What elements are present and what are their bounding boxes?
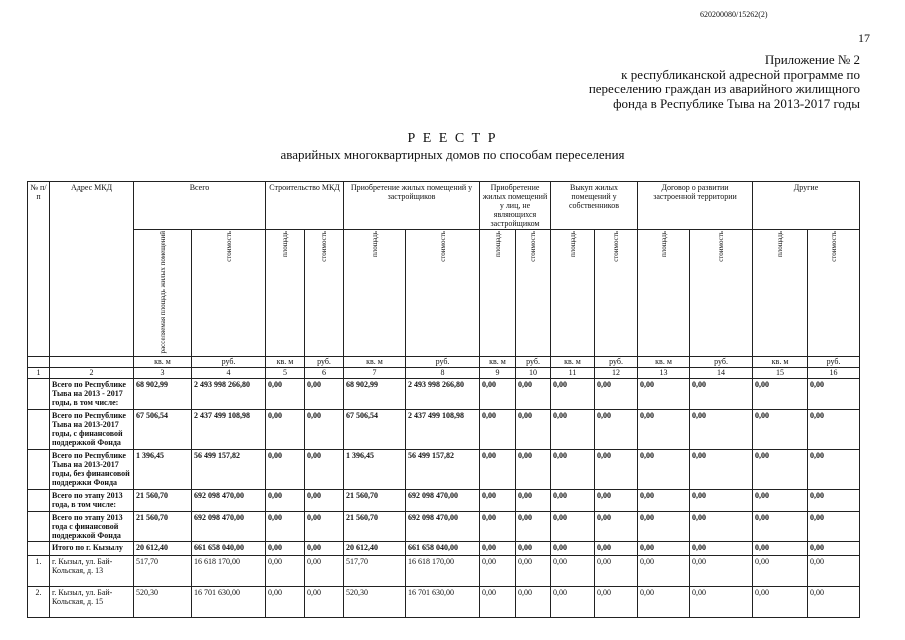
subheader-cost: стоимость — [612, 231, 621, 262]
value-cell: 520,30 — [134, 587, 192, 618]
value-cell: 0,00 — [480, 542, 516, 556]
value-cell: 0,00 — [480, 556, 516, 587]
subheader-cost: стоимость — [829, 231, 838, 262]
row-address: Всего по Республике Тыва на 2013 - 2017 годы, в том числе: — [50, 379, 134, 410]
column-number: 6 — [305, 368, 344, 379]
header-purchase-dev: Приобретение жилых помещений у застройщиков — [344, 182, 480, 230]
unit-cell: руб. — [595, 357, 638, 368]
row-address: Всего по Республике Тыва на 2013-2017 годы, без финансовой поддержки Фонда — [50, 450, 134, 490]
header-num: № п/п — [28, 182, 50, 357]
unit-cell: кв. м — [753, 357, 808, 368]
value-cell: 0,00 — [595, 542, 638, 556]
unit-cell: кв. м — [266, 357, 305, 368]
value-cell: 0,00 — [753, 587, 808, 618]
value-cell: 0,00 — [638, 450, 690, 490]
value-cell: 0,00 — [551, 556, 595, 587]
value-cell: 0,00 — [690, 542, 753, 556]
header-construction: Строительство МКД — [266, 182, 344, 230]
value-cell: 0,00 — [480, 512, 516, 542]
value-cell: 0,00 — [753, 450, 808, 490]
value-cell: 21 560,70 — [134, 512, 192, 542]
value-cell: 0,00 — [638, 587, 690, 618]
value-cell: 0,00 — [595, 490, 638, 512]
value-cell: 0,00 — [266, 587, 305, 618]
value-cell: 2 493 998 266,80 — [192, 379, 266, 410]
value-cell: 0,00 — [305, 512, 344, 542]
value-cell: 0,00 — [690, 556, 753, 587]
value-cell: 0,00 — [266, 512, 305, 542]
appendix-line-2: к республиканской адресной программе по — [621, 66, 860, 82]
value-cell: 0,00 — [551, 450, 595, 490]
value-cell: 0,00 — [516, 556, 551, 587]
column-number: 3 — [134, 368, 192, 379]
value-cell: 0,00 — [551, 587, 595, 618]
appendix-block — [560, 53, 860, 111]
value-cell: 0,00 — [690, 587, 753, 618]
column-number: 4 — [192, 368, 266, 379]
value-cell: 0,00 — [808, 490, 860, 512]
value-cell: 1 396,45 — [134, 450, 192, 490]
value-cell: 0,00 — [480, 587, 516, 618]
value-cell: 0,00 — [638, 379, 690, 410]
row-number: 1. — [28, 556, 50, 587]
value-cell: 0,00 — [516, 542, 551, 556]
value-cell: 1 396,45 — [344, 450, 406, 490]
value-cell: 0,00 — [266, 490, 305, 512]
registry-table — [27, 181, 860, 618]
value-cell: 0,00 — [516, 410, 551, 450]
value-cell: 0,00 — [753, 490, 808, 512]
value-cell: 0,00 — [638, 512, 690, 542]
document-number: 620200080/15262(2) — [700, 10, 768, 19]
value-cell: 0,00 — [595, 556, 638, 587]
value-cell: 0,00 — [516, 379, 551, 410]
unit-cell: кв. м — [551, 357, 595, 368]
header-buyout: Выкуп жилых помещений у собственников — [551, 182, 638, 230]
column-number: 9 — [480, 368, 516, 379]
value-cell: 0,00 — [690, 490, 753, 512]
value-cell: 68 902,99 — [344, 379, 406, 410]
subheader-area-full: расселяемая площадь жилых помещений — [158, 231, 167, 354]
value-cell: 16 618 170,00 — [406, 556, 480, 587]
unit-cell: руб. — [516, 357, 551, 368]
subheader-cost: стоимость — [438, 231, 447, 262]
table-row — [28, 450, 860, 490]
value-cell: 16 701 630,00 — [192, 587, 266, 618]
value-cell: 0,00 — [808, 542, 860, 556]
value-cell: 0,00 — [516, 587, 551, 618]
appendix-line-1: Приложение № 2 — [764, 52, 860, 67]
value-cell: 0,00 — [266, 542, 305, 556]
subheader-cost: стоимость — [320, 231, 328, 262]
value-cell: 0,00 — [808, 512, 860, 542]
row-number — [28, 379, 50, 410]
header-other: Другие — [753, 182, 860, 230]
value-cell: 0,00 — [305, 587, 344, 618]
value-cell: 21 560,70 — [344, 490, 406, 512]
column-number: 13 — [638, 368, 690, 379]
value-cell: 2 437 499 108,98 — [406, 410, 480, 450]
value-cell: 0,00 — [551, 379, 595, 410]
value-cell: 20 612,40 — [134, 542, 192, 556]
row-address: Всего по этапу 2013 года с финансовой поддержкой Фонда — [50, 512, 134, 542]
value-cell: 0,00 — [690, 450, 753, 490]
value-cell: 0,00 — [595, 512, 638, 542]
value-cell: 0,00 — [808, 410, 860, 450]
value-cell: 67 506,54 — [134, 410, 192, 450]
value-cell: 661 658 040,00 — [406, 542, 480, 556]
subheader-cost: стоимость — [717, 231, 726, 262]
registry-title: Р Е Е С Т Р — [407, 131, 498, 146]
row-number: 2. — [28, 587, 50, 618]
column-number: 11 — [551, 368, 595, 379]
row-number — [28, 490, 50, 512]
subheader-area: площадь — [370, 231, 379, 257]
value-cell: 692 098 470,00 — [192, 512, 266, 542]
value-cell: 0,00 — [808, 379, 860, 410]
value-cell: 0,00 — [753, 410, 808, 450]
value-cell: 0,00 — [638, 410, 690, 450]
value-cell: 0,00 — [753, 542, 808, 556]
value-cell: 21 560,70 — [134, 490, 192, 512]
row-address: г. Кызыл, ул. Бай-Кольская, д. 15 — [50, 587, 134, 618]
value-cell: 0,00 — [638, 556, 690, 587]
value-cell: 661 658 040,00 — [192, 542, 266, 556]
value-cell: 0,00 — [516, 490, 551, 512]
value-cell: 0,00 — [266, 450, 305, 490]
subheader-area: площадь — [776, 231, 785, 257]
registry-subtitle: аварийных многоквартирных домов по способам переселения — [280, 147, 625, 162]
row-number — [28, 450, 50, 490]
page-number: 17 — [858, 31, 870, 45]
table-row — [28, 490, 860, 512]
unit-cell: руб. — [305, 357, 344, 368]
value-cell: 0,00 — [638, 490, 690, 512]
table-row — [28, 587, 860, 618]
value-cell: 0,00 — [595, 379, 638, 410]
value-cell: 0,00 — [516, 450, 551, 490]
value-cell: 0,00 — [480, 410, 516, 450]
value-cell: 0,00 — [690, 512, 753, 542]
value-cell: 692 098 470,00 — [406, 490, 480, 512]
subheader-cost: стоимость — [529, 231, 537, 262]
row-address: г. Кызыл, ул. Бай-Кольская, д. 13 — [50, 556, 134, 587]
column-number: 2 — [50, 368, 134, 379]
value-cell: 0,00 — [305, 379, 344, 410]
value-cell: 0,00 — [808, 556, 860, 587]
unit-cell: руб. — [690, 357, 753, 368]
table-row — [28, 556, 860, 587]
row-number — [28, 512, 50, 542]
column-number: 16 — [808, 368, 860, 379]
value-cell: 0,00 — [305, 410, 344, 450]
subheader-area: площадь — [493, 231, 502, 257]
value-cell: 692 098 470,00 — [406, 512, 480, 542]
value-cell: 0,00 — [808, 587, 860, 618]
value-cell: 20 612,40 — [344, 542, 406, 556]
row-number — [28, 410, 50, 450]
value-cell: 56 499 157,82 — [406, 450, 480, 490]
value-cell: 0,00 — [551, 490, 595, 512]
value-cell: 0,00 — [595, 450, 638, 490]
value-cell: 16 618 170,00 — [192, 556, 266, 587]
value-cell: 0,00 — [753, 512, 808, 542]
value-cell: 692 098 470,00 — [192, 490, 266, 512]
value-cell: 0,00 — [638, 542, 690, 556]
subheader-area: площадь — [659, 231, 668, 257]
column-number: 5 — [266, 368, 305, 379]
header-total: Всего — [134, 182, 266, 230]
column-number: 10 — [516, 368, 551, 379]
header-address: Адрес МКД — [50, 182, 134, 357]
value-cell: 0,00 — [266, 379, 305, 410]
value-cell: 0,00 — [690, 410, 753, 450]
column-number: 15 — [753, 368, 808, 379]
value-cell: 0,00 — [305, 542, 344, 556]
value-cell: 0,00 — [266, 410, 305, 450]
column-number: 7 — [344, 368, 406, 379]
value-cell: 2 493 998 266,80 — [406, 379, 480, 410]
header-purchase-other: Приобретение жилых помещений у лиц, не являющихся застройщиком — [480, 182, 551, 230]
unit-cell: кв. м — [480, 357, 516, 368]
value-cell: 0,00 — [595, 410, 638, 450]
value-cell: 0,00 — [753, 379, 808, 410]
table-row — [28, 379, 860, 410]
value-cell: 0,00 — [305, 490, 344, 512]
value-cell: 0,00 — [516, 512, 551, 542]
value-cell: 0,00 — [305, 556, 344, 587]
column-number: 8 — [406, 368, 480, 379]
value-cell: 520,30 — [344, 587, 406, 618]
value-cell: 0,00 — [808, 450, 860, 490]
value-cell: 0,00 — [551, 410, 595, 450]
appendix-line-3: переселению граждан из аварийного жилищного — [588, 81, 860, 96]
table-row — [28, 542, 860, 556]
value-cell: 68 902,99 — [134, 379, 192, 410]
value-cell: 0,00 — [551, 542, 595, 556]
value-cell: 0,00 — [690, 379, 753, 410]
unit-cell: кв. м — [638, 357, 690, 368]
row-address: Всего по Республике Тыва на 2013-2017 годы, с финансовой поддержкой Фонда — [50, 410, 134, 450]
table-row — [28, 410, 860, 450]
row-address: Итого по г. Кызылу — [50, 542, 134, 556]
value-cell: 0,00 — [753, 556, 808, 587]
column-number: 12 — [595, 368, 638, 379]
value-cell: 517,70 — [134, 556, 192, 587]
subheader-area: площадь — [568, 231, 577, 257]
subheader-cost: стоимость — [224, 231, 233, 262]
value-cell: 67 506,54 — [344, 410, 406, 450]
value-cell: 16 701 630,00 — [406, 587, 480, 618]
value-cell: 0,00 — [595, 587, 638, 618]
unit-cell: руб. — [406, 357, 480, 368]
row-number — [28, 542, 50, 556]
appendix-line-4: фонда в Республике Тыва на 2013-2017 годы — [613, 95, 860, 111]
unit-cell: кв. м — [344, 357, 406, 368]
unit-cell: руб. — [808, 357, 860, 368]
value-cell: 0,00 — [305, 450, 344, 490]
value-cell: 0,00 — [480, 379, 516, 410]
value-cell: 56 499 157,82 — [192, 450, 266, 490]
column-number: 14 — [690, 368, 753, 379]
subheader-area: площадь — [281, 231, 289, 257]
value-cell: 517,70 — [344, 556, 406, 587]
row-address: Всего по этапу 2013 года, в том числе: — [50, 490, 134, 512]
unit-cell: кв. м — [134, 357, 192, 368]
unit-cell: руб. — [192, 357, 266, 368]
value-cell: 0,00 — [480, 490, 516, 512]
table-row — [28, 512, 860, 542]
value-cell: 0,00 — [266, 556, 305, 587]
value-cell: 2 437 499 108,98 — [192, 410, 266, 450]
header-contract: Договор о развитии застроенной территории — [638, 182, 753, 230]
value-cell: 21 560,70 — [344, 512, 406, 542]
column-number: 1 — [28, 368, 50, 379]
value-cell: 0,00 — [551, 512, 595, 542]
value-cell: 0,00 — [480, 450, 516, 490]
